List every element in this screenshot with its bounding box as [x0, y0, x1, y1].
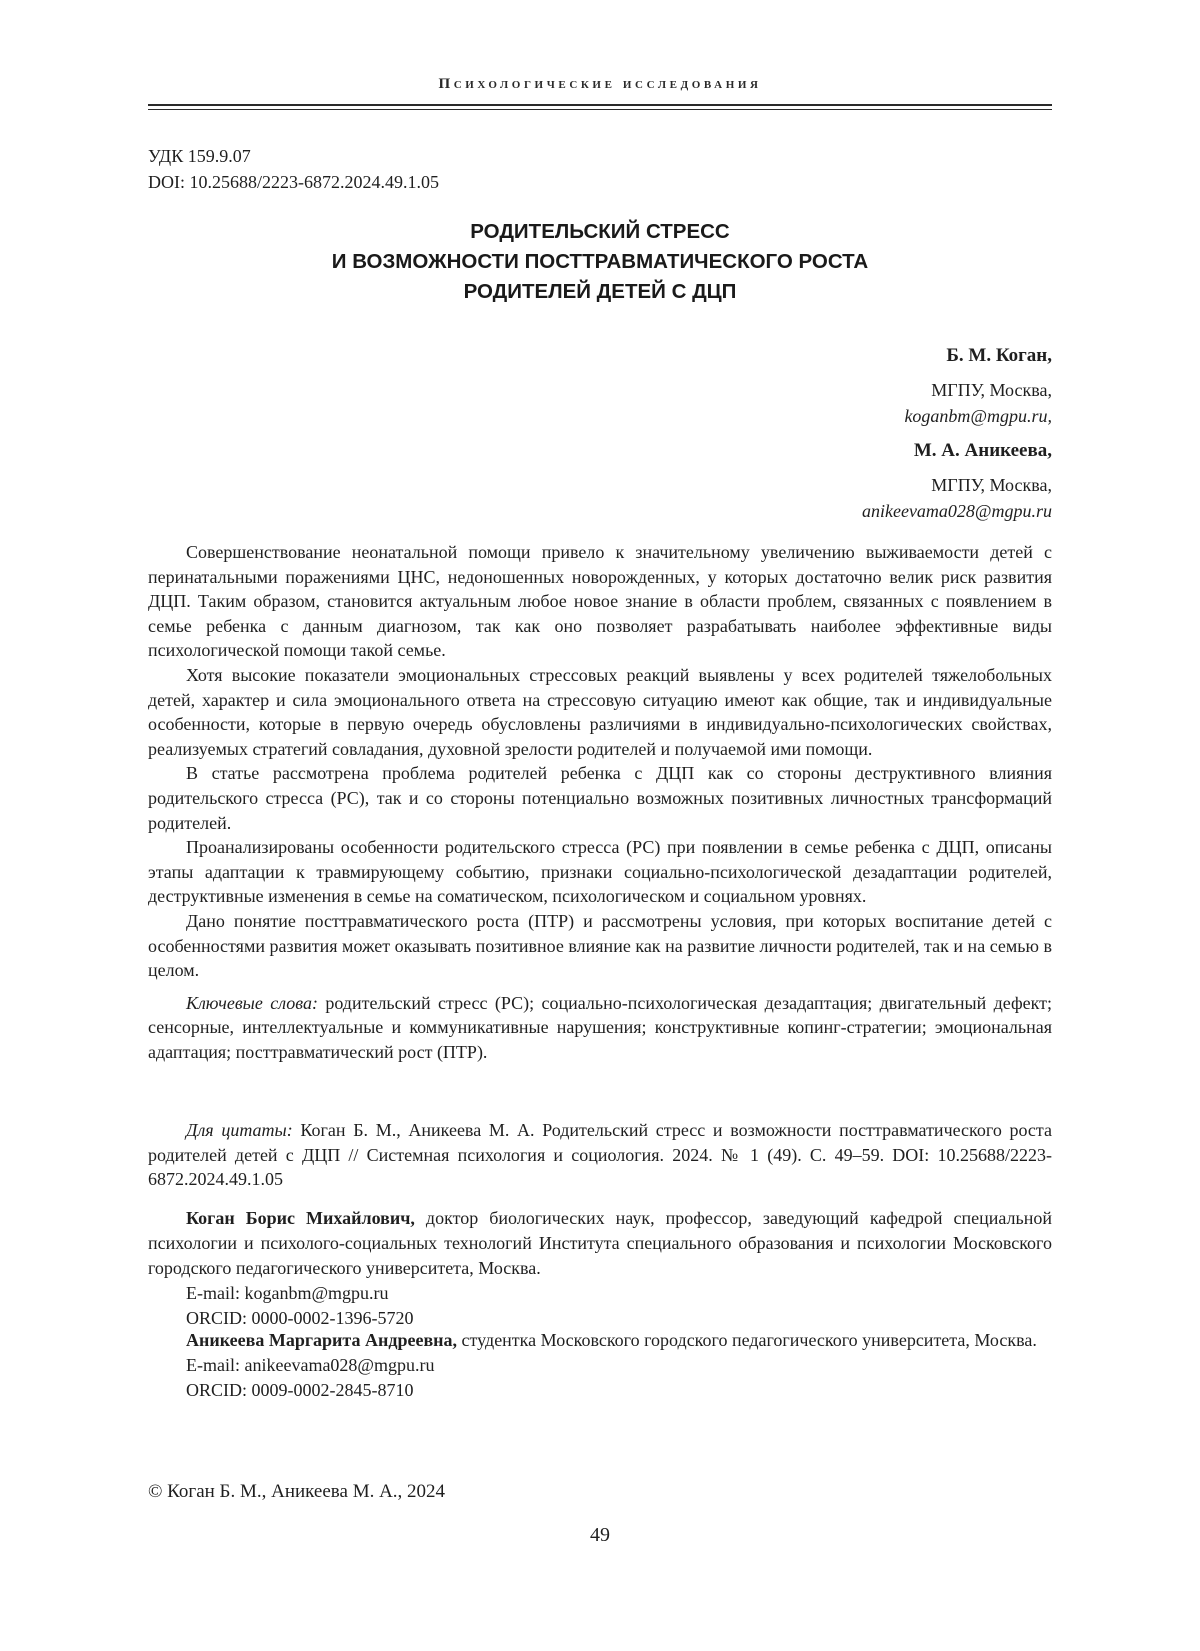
title-line: РОДИТЕЛЬСКИЙ СТРЕСС	[470, 220, 730, 243]
page-number: 49	[590, 1524, 610, 1546]
keywords	[148, 991, 1052, 1065]
citation	[148, 1118, 1052, 1192]
header-rule-thick	[148, 104, 1052, 106]
author-description: студентка Московского городского педагогического университета, Москва.	[457, 1330, 1037, 1350]
abstract-paragraph: В статье рассмотрена проблема родителей ребенка с ДЦП как со стороны деструктивного влияния родительского стресса (РС), так и со стороны потенциально возможных позитивных личностных трансформаций родителей.	[148, 763, 1052, 833]
author-email[interactable]: koganbm@mgpu.ru,	[904, 406, 1052, 426]
abstract	[148, 540, 1052, 1064]
author-full-name: Коган Борис Михайлович,	[186, 1208, 415, 1228]
citation-text: Коган Б. М., Аникеева М. А. Родительский стресс и возможности посттравматического роста родителей детей с ДЦП // Системная психология и социология. 2024. № 1 (49). С. 49–59. DOI: 10.25688/2223-6872.2024.49.1.05	[148, 1120, 1052, 1190]
author-email-line[interactable]: E-mail: anikeevama028@mgpu.ru	[186, 1355, 435, 1375]
citation-label: Для цитаты:	[186, 1120, 293, 1140]
header-rule-thin	[148, 109, 1052, 110]
doi: DOI: 10.25688/2223-6872.2024.49.1.05	[148, 172, 439, 192]
author-email[interactable]: anikeevama028@mgpu.ru	[861, 501, 1052, 521]
abstract-paragraph: Дано понятие посттравматического роста (ПТР) и рассмотрены условия, при которых воспитание детей с особенностями развития может оказывать позитивное влияние как на развитие личности родителей, так и на семью в целом.	[148, 910, 1052, 981]
copyright: © Коган Б. М., Аникеева М. А., 2024	[148, 1481, 446, 1502]
author-full-name: Аникеева Маргарита Андреевна,	[186, 1330, 458, 1350]
author-byline-2	[862, 438, 1052, 524]
running-title: Психологические исследования	[438, 76, 762, 92]
author-email-line[interactable]: E-mail: koganbm@mgpu.ru	[186, 1283, 389, 1303]
author-info-2	[148, 1328, 1052, 1403]
abstract-paragraph: Хотя высокие показатели эмоциональных стрессовых реакций выявлены у всех родителей тяжелобольных детей, характер и сила эмоционального ответа на стрессовую ситуацию имеют как общие, так и индивидуальные особенности, которые в первую очередь обусловлены различиями в индивидуально-психологических свойствах, реализуемых стратегий совладания, духовной зрелости родителей и получаемой ими помощи.	[148, 664, 1052, 759]
author-orcid[interactable]: ORCID: 0009-0002-2845-8710	[186, 1380, 414, 1400]
title-line: И ВОЗМОЖНОСТИ ПОСТТРАВМАТИЧЕСКОГО РОСТА	[331, 250, 869, 273]
author-info-1	[148, 1206, 1052, 1331]
udk-code: УДК 159.9.07	[148, 146, 251, 166]
abstract-paragraph: Совершенствование неонатальной помощи привело к значительному увеличению выживаемости детей с перинатальными поражениями ЦНС, недоношенных новорожденных, у которых достаточно велик риск развития ДЦП. Таким образом, становится актуальным любое новое знание в области проблем, связанных с появлением в семье ребенка с данным диагнозом, так как оно позволяет разрабатывать наиболее эффективные виды психологической помощи такой семье.	[148, 542, 1052, 661]
abstract-paragraph: Проанализированы особенности родительского стресса (РС) при появлении в семье ребенка с ДЦП, описаны этапы адаптации к травмирующему событию, признаки социально-психологической дезадаптации родителей, деструктивные изменения в семье на соматическом, психологическом и социальном уровнях.	[148, 837, 1052, 907]
title-line: РОДИТЕЛЕЙ ДЕТЕЙ С ДЦП	[463, 280, 737, 303]
author-bio	[148, 1206, 1052, 1281]
author-byline-1	[904, 343, 1052, 429]
author-bio	[148, 1328, 1052, 1353]
article-title	[148, 217, 1052, 307]
author-description: доктор биологических наук, профессор, заведующий кафедрой специальной психологии и психолого-социальных технологий Института специального образования и психологии Московского городского педагогического университета, Москва.	[148, 1208, 1052, 1278]
author-name: М. А. Аникеева,	[913, 440, 1052, 461]
author-orcid[interactable]: ORCID: 0000-0002-1396-5720	[186, 1308, 414, 1328]
author-affiliation: МГПУ, Москва,	[931, 380, 1052, 400]
keywords-text: родительский стресс (РС); социально-психологическая дезадаптация; двигательный дефект; сенсорные, интеллектуальные и коммуникативные нарушения; конструктивные копинг-стратегии; эмоциональная адаптация; посттравматический рост (ПТР).	[148, 992, 1052, 1062]
keywords-label: Ключевые слова:	[186, 992, 318, 1013]
author-affiliation: МГПУ, Москва,	[931, 475, 1052, 495]
author-name: Б. М. Коган,	[946, 345, 1052, 366]
article-meta	[148, 143, 439, 195]
